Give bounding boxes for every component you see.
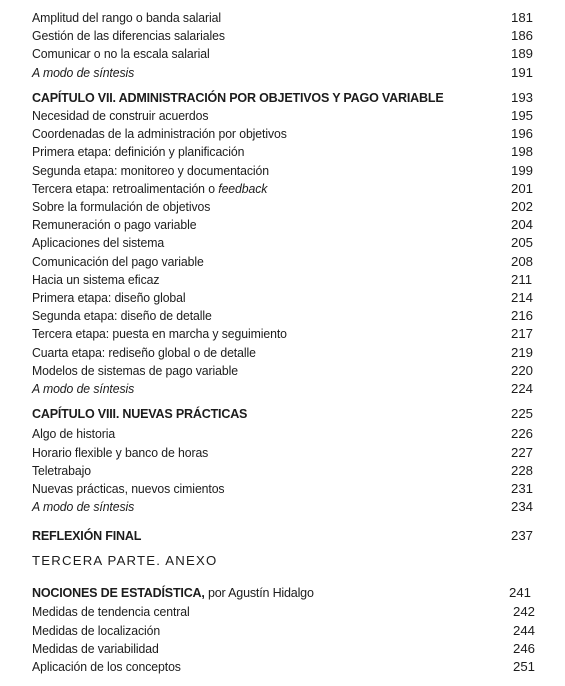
- toc-entry: [32, 234, 565, 252]
- toc-page-number: 251: [513, 659, 536, 674]
- toc-entry-title: CAPÍTULO VII. ADMINISTRACIÓN POR OBJETIVOS Y PAGO VARIABLE: [32, 90, 444, 105]
- toc-entry-title: Aplicaciones del sistema: [32, 235, 165, 250]
- toc-entry-title: Comunicación del pago variable: [32, 254, 204, 269]
- toc-page-number: 189: [511, 46, 534, 61]
- toc-page-number: 234: [511, 499, 534, 514]
- toc-entry-title: Hacia un sistema eficaz: [32, 272, 160, 287]
- toc-heading: [32, 89, 565, 107]
- toc-entry-title: Segunda etapa: monitoreo y documentación: [32, 163, 269, 178]
- toc-page-number: 226: [511, 426, 534, 441]
- toc-entry: [32, 289, 565, 307]
- toc-entry-title: Coordenadas de la administración por objetivos: [32, 126, 287, 141]
- toc-entry-title: Necesidad de construir acuerdos: [32, 108, 209, 123]
- toc-entry: [32, 325, 565, 343]
- toc-entry-title: Medidas de tendencia central: [32, 604, 190, 619]
- toc-entry-title: Cuarta etapa: rediseño global o de detalle: [32, 345, 256, 360]
- toc-entry: [32, 107, 565, 125]
- toc-entry: [32, 180, 565, 198]
- toc-entry-title: Aplicación de los conceptos: [32, 659, 181, 674]
- toc-entry-title: Gestión de las diferencias salariales: [32, 28, 225, 43]
- toc-entry-title: REFLEXIÓN FINAL: [32, 528, 142, 543]
- toc-page-number: 216: [511, 308, 534, 323]
- toc-entry-title: Remuneración o pago variable: [32, 217, 197, 232]
- toc-entry: [32, 162, 565, 180]
- toc-entry: [32, 198, 565, 216]
- toc-page-number: 246: [513, 641, 536, 656]
- toc-entry: [32, 425, 565, 443]
- toc-entry: [32, 462, 565, 480]
- toc-entry-title: TERCERA PARTE. ANEXO: [32, 553, 218, 568]
- toc-page-number: 191: [511, 65, 534, 80]
- toc-entry-title: Modelos de sistemas de pago variable: [32, 363, 238, 378]
- toc-page-number: 231: [511, 481, 534, 496]
- toc-entry-title: NOCIONES DE ESTADÍSTICA, por Agustín Hidalgo: [32, 585, 314, 600]
- toc-page-number: 196: [511, 126, 534, 141]
- toc-entry: [32, 216, 565, 234]
- toc-page-number: 204: [511, 217, 534, 232]
- toc-heading: [32, 584, 565, 602]
- toc-page-number: 198: [511, 144, 534, 159]
- toc-page-number: 208: [511, 254, 534, 269]
- toc-entry: [32, 143, 565, 161]
- toc-page-number: 224: [511, 381, 534, 396]
- toc-page-number: 242: [513, 604, 536, 619]
- toc-page-number: 228: [511, 463, 534, 478]
- toc-entry-title: Medidas de variabilidad: [32, 641, 159, 656]
- toc-page-number: 219: [511, 345, 534, 360]
- toc-entry-title: Primera etapa: diseño global: [32, 290, 186, 305]
- toc-entry-author: por Agustín Hidalgo: [204, 585, 314, 600]
- toc-page-number: 237: [511, 528, 534, 543]
- toc-entry: [32, 658, 565, 676]
- toc-entry-title: Comunicar o no la escala salarial: [32, 46, 210, 61]
- toc-entry-title: Amplitud del rango o banda salarial: [32, 10, 222, 25]
- toc-page-number: 186: [511, 28, 534, 43]
- toc-entry: [32, 307, 565, 325]
- toc-entry: [32, 603, 565, 621]
- toc-entry-title: Teletrabajo: [32, 463, 91, 478]
- toc-heading: [32, 552, 565, 570]
- toc-heading: [32, 527, 565, 545]
- toc-page-number: 202: [511, 199, 534, 214]
- toc-page-number: 195: [511, 108, 534, 123]
- toc-entry: [32, 640, 565, 658]
- toc-entry: [32, 480, 565, 498]
- toc-page-number: 205: [511, 235, 534, 250]
- toc-page-number: 220: [511, 363, 534, 378]
- toc-entry: [32, 344, 565, 362]
- toc-entry: [32, 498, 565, 516]
- toc-entry: [32, 64, 565, 82]
- toc-entry-title: Horario flexible y banco de horas: [32, 445, 209, 460]
- toc-entry-italic-term: feedback: [214, 181, 268, 196]
- toc-entry: [32, 444, 565, 462]
- toc-entry-title: A modo de síntesis: [32, 65, 135, 80]
- toc-page-number: 214: [511, 290, 534, 305]
- toc-entry: [32, 253, 565, 271]
- toc-entry: [32, 622, 565, 640]
- toc-entry-title: Primera etapa: definición y planificación: [32, 144, 245, 159]
- toc-entry: [32, 362, 565, 380]
- toc-entry-title: Algo de historia: [32, 426, 116, 441]
- toc-entry: [32, 380, 565, 398]
- toc-entry: [32, 125, 565, 143]
- toc-page-number: 211: [511, 272, 533, 287]
- toc-heading: [32, 405, 565, 423]
- toc-entry: [32, 45, 565, 63]
- toc-entry-title: Segunda etapa: diseño de detalle: [32, 308, 212, 323]
- toc-entry: [32, 27, 565, 45]
- toc-entry-title: CAPÍTULO VIII. NUEVAS PRÁCTICAS: [32, 406, 248, 421]
- toc-entry-title: Nuevas prácticas, nuevos cimientos: [32, 481, 225, 496]
- toc-entry-title: Medidas de localización: [32, 623, 161, 638]
- toc-entry: [32, 9, 565, 27]
- toc-page-number: 181: [511, 10, 534, 25]
- toc-entry-title: A modo de síntesis: [32, 499, 135, 514]
- toc-entry: [32, 271, 565, 289]
- toc-entry-title: Tercera etapa: puesta en marcha y seguimiento: [32, 326, 287, 341]
- toc-page-number: 201: [511, 181, 534, 196]
- toc-entry-title: Sobre la formulación de objetivos: [32, 199, 211, 214]
- toc-page-number: 244: [513, 623, 536, 638]
- toc-page-number: 225: [511, 406, 534, 421]
- toc-page-number: 193: [511, 90, 534, 105]
- toc-entry-title: Tercera etapa: retroalimentación o feedback: [32, 181, 268, 196]
- toc-page-number: 217: [511, 326, 534, 341]
- toc-page-number: 227: [511, 445, 534, 460]
- toc-page-number: 241: [509, 585, 532, 600]
- toc-entry-title: A modo de síntesis: [32, 381, 135, 396]
- toc-page-number: 199: [511, 163, 534, 178]
